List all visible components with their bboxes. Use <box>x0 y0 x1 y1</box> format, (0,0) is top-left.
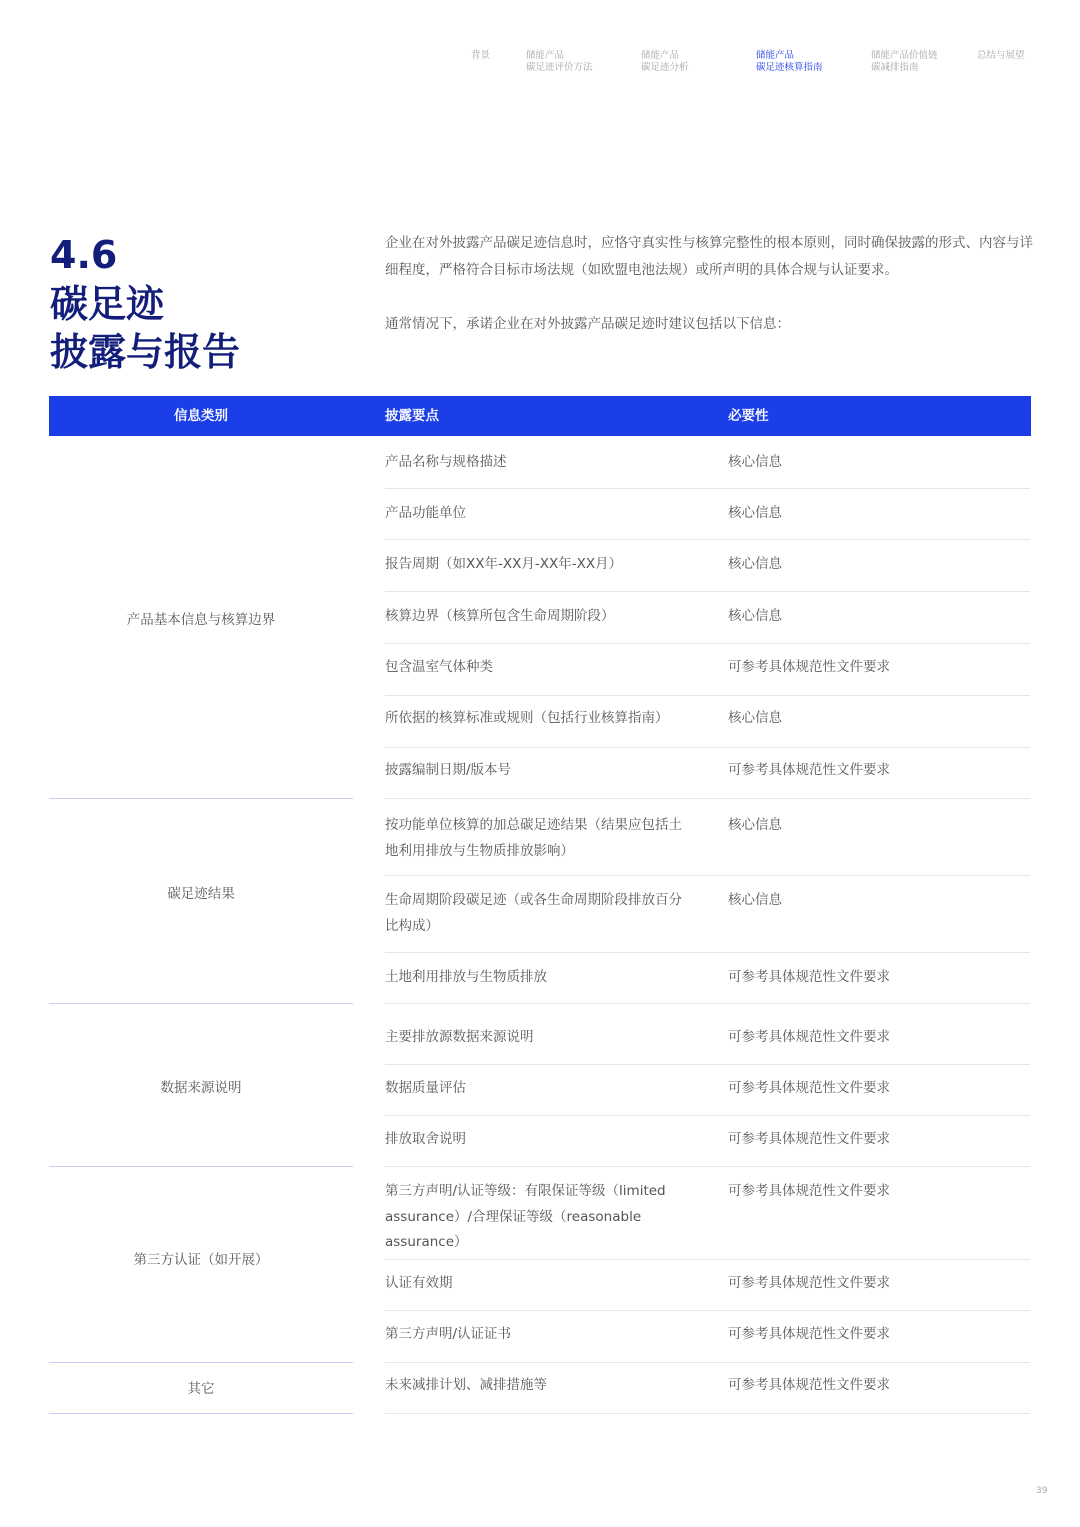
section-title-line: 碳足迹 <box>50 282 165 326</box>
table-row <box>385 540 1030 592</box>
table-row <box>385 1004 1030 1065</box>
table-row <box>385 644 1030 696</box>
nav-item-label: 总结与展望 <box>977 50 1025 61</box>
header-category: 信息类别 <box>174 408 228 424</box>
table-row <box>385 1065 1030 1116</box>
table-row <box>385 592 1030 644</box>
nav-item-reduction-guide[interactable] <box>871 50 938 74</box>
table-row <box>385 489 1030 540</box>
necessity: 可参考具体规范性文件要求 <box>728 1131 890 1147</box>
nav-item-footprint-analysis[interactable] <box>641 50 689 74</box>
necessity: 可参考具体规范性文件要求 <box>728 1029 890 1045</box>
necessity: 可参考具体规范性文件要求 <box>728 1326 890 1342</box>
top-nav <box>0 50 1080 80</box>
table-row <box>385 696 1030 748</box>
necessity: 核心信息 <box>728 892 782 908</box>
category-cell: 数据来源说明 <box>160 1079 242 1096</box>
nav-item-label: 储能产品 <box>756 50 795 61</box>
disclosure-point: 未来减排计划、减排措施等 <box>385 1377 547 1393</box>
table-row <box>385 436 1030 489</box>
disclosure-point: 数据质量评估 <box>385 1080 466 1096</box>
necessity: 可参考具体规范性文件要求 <box>728 1377 890 1393</box>
necessity: 核心信息 <box>728 817 782 833</box>
necessity: 可参考具体规范性文件要求 <box>728 659 890 675</box>
nav-item-sublabel: 碳减排指南 <box>871 62 919 73</box>
header-disclosure-point: 披露要点 <box>385 408 439 424</box>
table-row <box>385 1260 1030 1311</box>
page-number: 39 <box>1036 1486 1048 1496</box>
intro-paragraph: 通常情况下，承诺企业在对外披露产品碳足迹时建议包括以下信息： <box>385 316 790 332</box>
disclosure-point: 所依据的核算标准或规则（包括行业核算指南） <box>385 710 669 726</box>
necessity: 可参考具体规范性文件要求 <box>728 762 890 778</box>
disclosure-point: 排放取舍说明 <box>385 1131 466 1147</box>
necessity: 核心信息 <box>728 608 782 624</box>
table-row <box>385 799 1030 876</box>
table-row <box>385 1311 1030 1363</box>
section-title-line: 披露与报告 <box>50 330 241 374</box>
section-number: 4.6 <box>50 233 118 277</box>
nav-item-accounting-guide[interactable] <box>756 50 823 74</box>
table-row <box>385 1116 1030 1167</box>
necessity: 可参考具体规范性文件要求 <box>728 1275 890 1291</box>
necessity: 核心信息 <box>728 556 782 572</box>
necessity: 核心信息 <box>728 710 782 726</box>
category-cell: 其它 <box>187 1380 215 1397</box>
category-divider <box>49 1413 353 1414</box>
table-row <box>385 876 1030 953</box>
disclosure-point: 土地利用排放与生物质排放 <box>385 969 547 985</box>
nav-item-sublabel: 碳足迹核算指南 <box>756 62 823 73</box>
table-row <box>385 748 1030 799</box>
nav-item-label: 储能产品 <box>641 50 680 61</box>
necessity: 可参考具体规范性文件要求 <box>728 1080 890 1096</box>
necessity: 核心信息 <box>728 505 782 521</box>
nav-item-sublabel: 碳足迹分析 <box>641 62 689 73</box>
disclosure-point: 第三方声明/认证证书 <box>385 1326 512 1342</box>
table-row <box>385 953 1030 1004</box>
table-header <box>49 396 1031 436</box>
disclosure-point: 产品名称与规格描述 <box>385 454 507 470</box>
table-row <box>385 1167 1030 1260</box>
nav-item-summary[interactable] <box>977 50 1025 62</box>
table-row <box>385 1363 1030 1414</box>
nav-item-sublabel: 碳足迹评价方法 <box>526 62 593 73</box>
category-cell: 第三方认证（如开展） <box>133 1252 269 1268</box>
disclosure-point: 按功能单位核算的加总碳足迹结果（结果应包括土地利用排放与生物质排放影响） <box>385 817 682 859</box>
necessity: 可参考具体规范性文件要求 <box>728 969 890 985</box>
disclosure-point: 主要排放源数据来源说明 <box>385 1029 534 1045</box>
category-cell: 碳足迹结果 <box>167 885 235 902</box>
section-title <box>50 280 340 376</box>
intro-paragraph: 企业在对外披露产品碳足迹信息时，应恪守真实性与核算完整性的根本原则，同时确保披露的形式、内容与详细程度，严格符合目标市场法规（如欧盟电池法规）或所声明的具体合规与认证要求。 <box>385 235 1033 278</box>
nav-item-background[interactable] <box>471 50 490 62</box>
intro-text <box>385 230 1035 338</box>
disclosure-point: 报告周期（如XX年-XX月-XX年-XX月） <box>385 556 623 572</box>
category-cell: 产品基本信息与核算边界 <box>126 611 276 628</box>
disclosure-point: 生命周期阶段碳足迹（或各生命周期阶段排放百分比构成） <box>385 892 682 934</box>
nav-item-label: 储能产品价值链 <box>871 50 938 61</box>
necessity: 可参考具体规范性文件要求 <box>728 1183 890 1199</box>
disclosure-point: 认证有效期 <box>385 1275 453 1291</box>
nav-item-label: 储能产品 <box>526 50 565 61</box>
disclosure-point: 包含温室气体种类 <box>385 659 493 675</box>
necessity: 核心信息 <box>728 454 782 470</box>
disclosure-point: 核算边界（核算所包含生命周期阶段） <box>385 608 615 624</box>
disclosure-point: 第三方声明/认证等级：有限保证等级（limited assurance）/合理保证等级（reasonable assurance） <box>385 1183 666 1250</box>
disclosure-point: 披露编制日期/版本号 <box>385 762 512 778</box>
header-necessity: 必要性 <box>728 408 769 424</box>
nav-item-evaluation-method[interactable] <box>526 50 593 74</box>
disclosure-point: 产品功能单位 <box>385 505 466 521</box>
nav-item-label: 背景 <box>471 50 491 61</box>
